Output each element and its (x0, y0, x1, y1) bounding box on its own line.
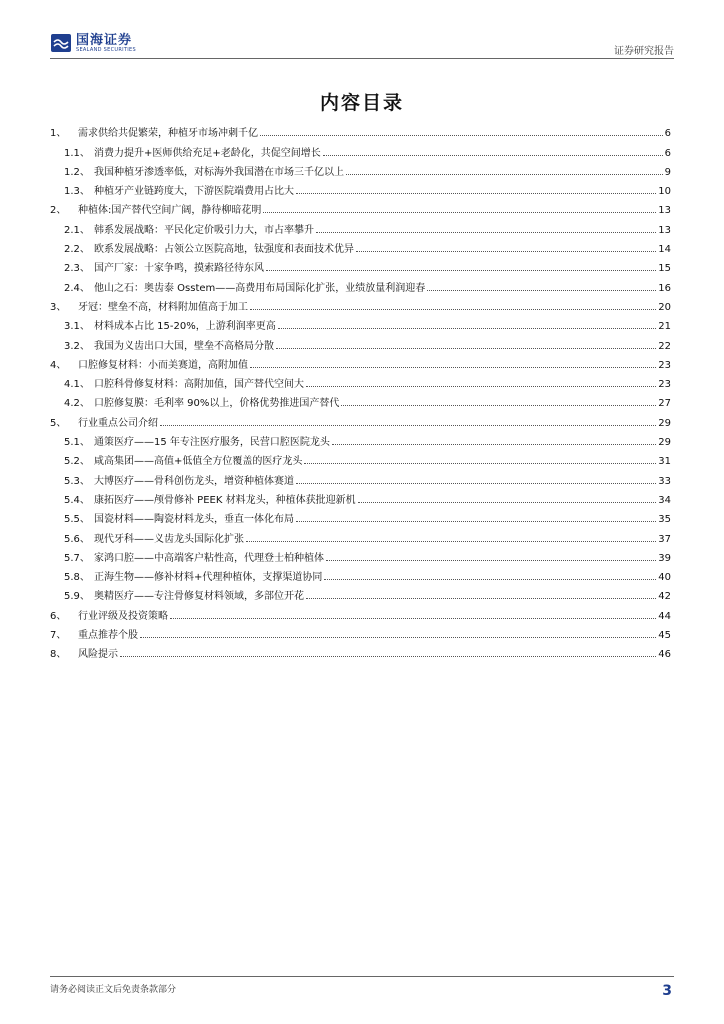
toc-entry-page: 29 (658, 417, 671, 429)
toc-entry[interactable] (50, 313, 671, 332)
toc-dot-leader (332, 444, 656, 445)
toc-entry-title: 行业评级及投资策略 (78, 610, 168, 622)
toc-entry-title: 国瓷材料——陶瓷材料龙头，垂直一体化布局 (94, 514, 294, 526)
toc-entry-page: 13 (658, 205, 671, 217)
toc-dot-leader (266, 270, 656, 271)
toc-dot-leader (263, 212, 656, 213)
header-divider (50, 58, 674, 59)
sealand-logo-icon (50, 33, 72, 53)
toc-dot-leader (246, 541, 656, 542)
toc-entry-page: 29 (658, 437, 671, 449)
toc-entry[interactable] (50, 371, 671, 390)
toc-entry[interactable] (50, 506, 671, 525)
toc-entry-number: 3.1、 (64, 321, 90, 333)
toc-dot-leader (120, 656, 656, 657)
toc-entry[interactable] (50, 197, 671, 216)
toc-entry-title: 韩系发展战略：平民化定价吸引力大，市占率攀升 (94, 224, 314, 236)
toc-entry-page: 31 (658, 456, 671, 468)
toc-dot-leader (323, 155, 663, 156)
toc-entry-page: 22 (658, 340, 671, 352)
toc-dot-leader (296, 521, 656, 522)
toc-dot-leader (296, 483, 656, 484)
toc-entry-page: 45 (658, 630, 671, 642)
toc-entry-title: 口腔科骨修复材料：高附加值，国产替代空间大 (94, 379, 304, 391)
toc-entry[interactable] (50, 390, 671, 409)
logo-chinese-name: 国海证券 (76, 32, 133, 48)
page-number: 3 (662, 983, 672, 999)
toc-dot-leader (296, 193, 656, 194)
toc-entry-page: 23 (658, 379, 671, 391)
footer-divider (50, 976, 674, 977)
toc-entry-number: 1.1、 (64, 147, 90, 159)
toc-entry-number: 5、 (50, 417, 67, 429)
toc-entry-title: 消费力提升+医师供给充足+老龄化，共促空间增长 (94, 147, 321, 159)
toc-entry-page: 39 (658, 552, 671, 564)
toc-entry[interactable] (50, 120, 671, 139)
logo-english-name: SEALAND SECURITIES (76, 46, 136, 53)
toc-dot-leader (278, 328, 657, 329)
toc-dot-leader (427, 290, 656, 291)
toc-entry[interactable] (50, 236, 671, 255)
toc-entry-title: 正海生物——修补材料+代理种植体，支撑渠道协同 (94, 572, 323, 584)
toc-entry[interactable] (50, 294, 671, 313)
toc-entry-page: 6 (664, 147, 671, 159)
toc-entry[interactable] (50, 641, 671, 660)
toc-entry-number: 3.2、 (64, 340, 90, 352)
toc-entry-page: 46 (658, 649, 671, 661)
toc-entry-page: 23 (658, 359, 671, 371)
toc-entry-page: 9 (664, 166, 671, 178)
toc-entry-number: 2.2、 (64, 244, 90, 256)
toc-entry[interactable] (50, 602, 671, 621)
toc-entry[interactable] (50, 448, 671, 467)
toc-entry-page: 27 (658, 398, 671, 410)
toc-entry-title: 大博医疗——骨科创伤龙头，增资种植体赛道 (94, 475, 294, 487)
toc-entry-number: 5.2、 (64, 456, 90, 468)
toc-dot-leader (170, 618, 656, 619)
report-type-label: 证券研究报告 (614, 46, 674, 57)
toc-entry[interactable] (50, 352, 671, 371)
toc-entry-page: 16 (658, 282, 671, 294)
toc-entry[interactable] (50, 487, 671, 506)
toc-entry-number: 3、 (50, 301, 67, 313)
toc-entry-page: 40 (658, 572, 671, 584)
toc-dot-leader (250, 309, 656, 310)
toc-dot-leader (140, 637, 656, 638)
toc-dot-leader (341, 405, 656, 406)
toc-dot-leader (356, 251, 656, 252)
toc-entry-title: 口腔修复材料：小而美赛道，高附加值 (78, 359, 248, 371)
toc-entry-title: 奥精医疗——专注骨修复材料领域，多部位开花 (94, 591, 304, 603)
toc-entry-page: 15 (658, 263, 671, 275)
toc-entry[interactable] (50, 274, 671, 293)
toc-entry-number: 5.8、 (64, 572, 90, 584)
toc-entry-number: 5.7、 (64, 552, 90, 564)
toc-entry-number: 4.1、 (64, 379, 90, 391)
toc-entry-number: 1.3、 (64, 186, 90, 198)
toc-entry-title: 牙冠：壁垒不高，材料附加值高于加工 (78, 301, 248, 313)
toc-entry[interactable] (50, 622, 671, 641)
toc-entry-number: 5.5、 (64, 514, 90, 526)
toc-entry[interactable] (50, 159, 671, 178)
toc-entry-title: 材料成本占比 15-20%，上游利润率更高 (94, 321, 276, 333)
toc-title: 内容目录 (319, 92, 404, 114)
toc-entry[interactable] (50, 409, 671, 428)
toc-entry-number: 5.3、 (64, 475, 90, 487)
toc-dot-leader (304, 463, 656, 464)
toc-entry-number: 2、 (50, 205, 67, 217)
toc-entry-title: 家鸿口腔——中高端客户粘性高，代理登士柏种植体 (94, 552, 324, 564)
toc-entry-number: 5.9、 (64, 591, 90, 603)
toc-entry[interactable] (50, 255, 671, 274)
toc-entry-number: 5.6、 (64, 533, 90, 545)
toc-entry-number: 5.4、 (64, 494, 90, 506)
toc-dot-leader (306, 386, 656, 387)
toc-entry-title: 现代牙科——义齿龙头国际化扩张 (94, 533, 244, 545)
toc-entry-page: 44 (658, 610, 671, 622)
toc-entry-page: 33 (658, 475, 671, 487)
toc-dot-leader (358, 502, 657, 503)
toc-entry[interactable] (50, 525, 671, 544)
toc-entry-title: 种植牙产业链跨度大，下游医院端费用占比大 (94, 186, 294, 198)
toc-entry-title: 欧系发展战略：占领公立医院高地，钛强度和表面技术优异 (94, 244, 354, 256)
toc-dot-leader (306, 598, 656, 599)
toc-entry[interactable] (50, 429, 671, 448)
toc-dot-leader (324, 579, 656, 580)
toc-entry-title: 康拓医疗——颅骨修补 PEEK 材料龙头，种植体获批迎新机 (94, 494, 356, 506)
toc-entry-number: 2.3、 (64, 263, 90, 275)
toc-entry-number: 7、 (50, 630, 67, 642)
toc-entry-page: 37 (658, 533, 671, 545)
toc-entry-title: 他山之石：奥齿泰 Osstem——高费用布局国际化扩张，业绩放量利润迎春 (94, 282, 426, 294)
toc-entry-title: 我国种植牙渗透率低，对标海外我国潜在市场三千亿以上 (94, 166, 344, 178)
toc-entry-page: 34 (658, 494, 671, 506)
toc-entry[interactable] (50, 545, 671, 564)
table-of-contents (50, 120, 671, 660)
toc-entry[interactable] (50, 178, 671, 197)
toc-entry-title: 风险提示 (78, 649, 118, 661)
toc-entry-page: 35 (658, 514, 671, 526)
toc-entry-page: 21 (658, 321, 671, 333)
toc-entry-number: 8、 (50, 649, 67, 661)
toc-entry-page: 42 (658, 591, 671, 603)
toc-entry[interactable] (50, 564, 671, 583)
toc-entry-number: 5.1、 (64, 437, 90, 449)
footer-disclaimer: 请务必阅读正文后免责条款部分 (50, 985, 177, 995)
toc-entry-page: 14 (658, 244, 671, 256)
toc-entry-page: 10 (658, 186, 671, 198)
toc-entry[interactable] (50, 332, 671, 351)
toc-entry-number: 4、 (50, 359, 67, 371)
toc-entry-title: 需求供给共促繁荣，种植牙市场冲刺千亿 (78, 128, 258, 140)
toc-dot-leader (160, 425, 656, 426)
toc-entry[interactable] (50, 216, 671, 235)
toc-entry-page: 20 (658, 301, 671, 313)
toc-dot-leader (260, 135, 663, 136)
toc-dot-leader (316, 232, 656, 233)
toc-entry-title: 重点推荐个股 (78, 630, 138, 642)
toc-entry-title: 我国为义齿出口大国，壁垒不高格局分散 (94, 340, 274, 352)
toc-entry-title: 种植体:国产替代空间广阔，静待柳暗花明 (78, 205, 262, 217)
toc-dot-leader (346, 174, 663, 175)
toc-entry-title: 通策医疗——15 年专注医疗服务，民营口腔医院龙头 (94, 437, 330, 449)
toc-dot-leader (276, 348, 656, 349)
toc-entry-number: 1、 (50, 128, 67, 140)
toc-entry[interactable] (50, 583, 671, 602)
toc-entry-number: 2.1、 (64, 224, 90, 236)
toc-entry[interactable] (50, 139, 671, 158)
toc-entry-page: 6 (664, 128, 671, 140)
company-logo (50, 32, 136, 54)
toc-entry-page: 13 (658, 224, 671, 236)
toc-entry-title: 国产厂家：十家争鸣，摸索路径待东风 (94, 263, 264, 275)
toc-entry-number: 4.2、 (64, 398, 90, 410)
toc-dot-leader (326, 560, 656, 561)
toc-entry-number: 2.4、 (64, 282, 90, 294)
toc-entry-title: 行业重点公司介绍 (78, 417, 158, 429)
toc-entry-title: 口腔修复膜：毛利率 90%以上，价格优势推进国产替代 (94, 398, 340, 410)
toc-entry-number: 1.2、 (64, 166, 90, 178)
toc-entry[interactable] (50, 467, 671, 486)
toc-entry-title: 咸高集团——高值+低值全方位覆盖的医疗龙头 (94, 456, 303, 468)
toc-dot-leader (250, 367, 656, 368)
toc-entry-number: 6、 (50, 610, 67, 622)
